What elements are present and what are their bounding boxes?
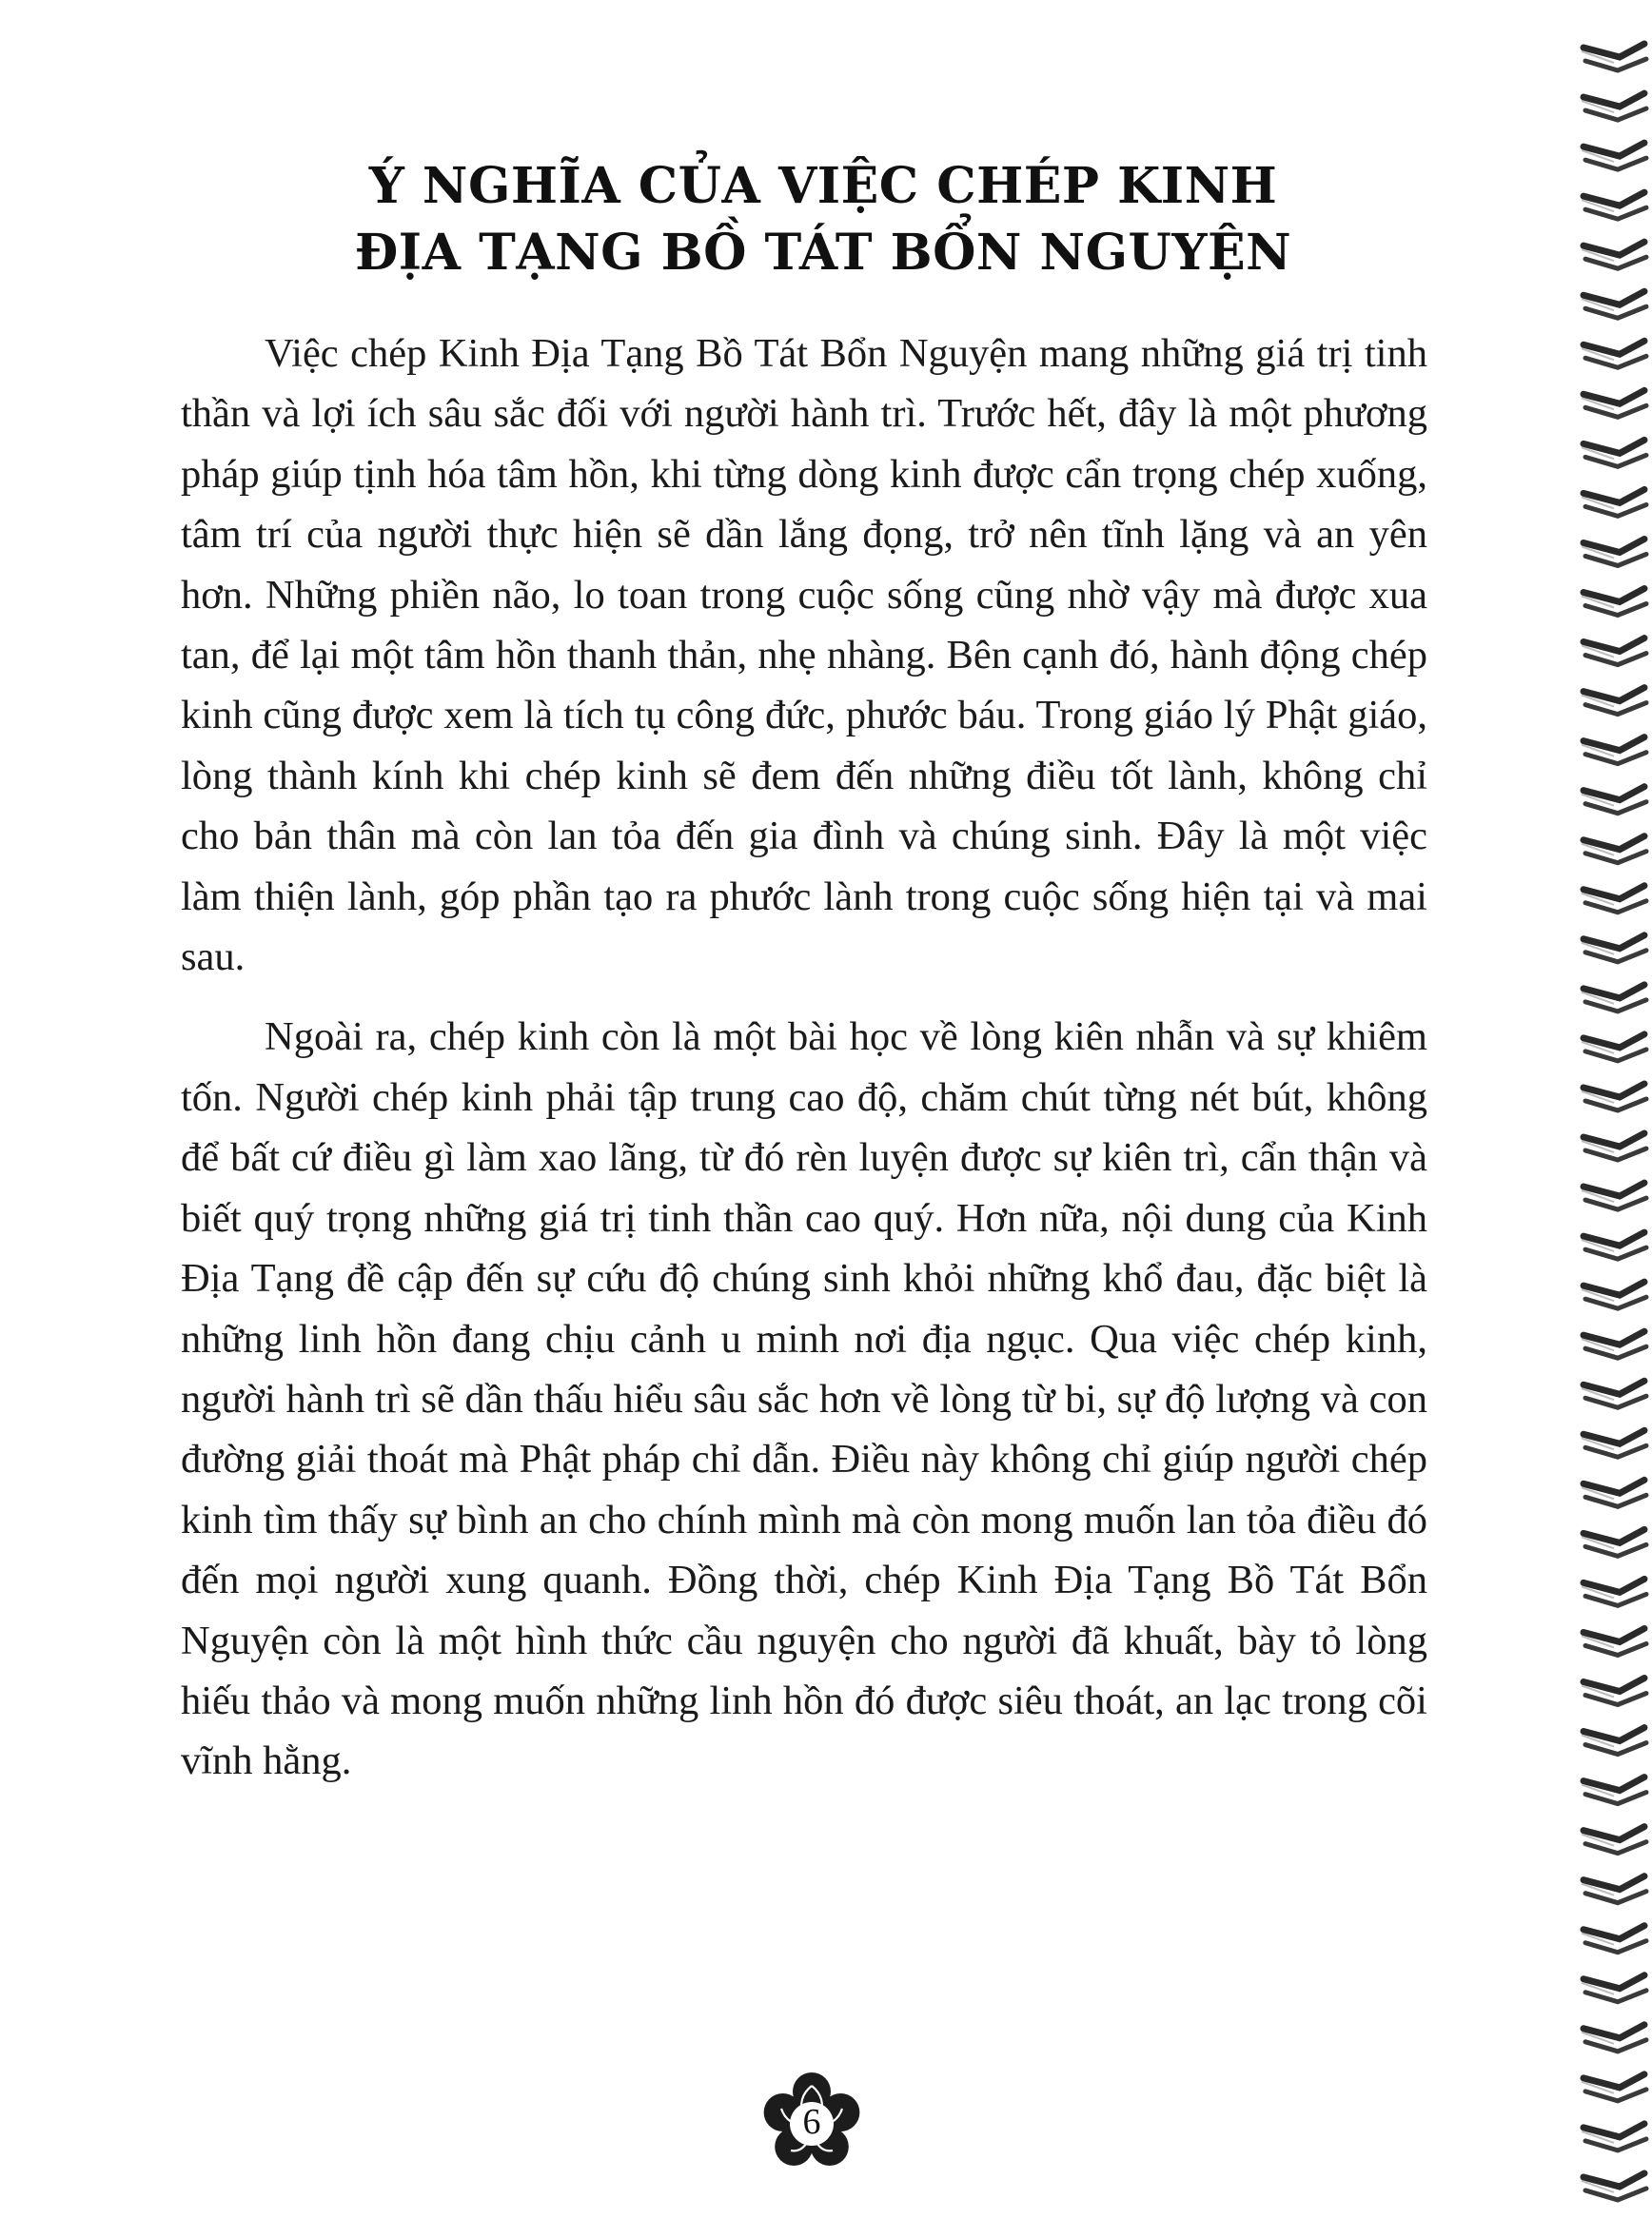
spiral-coil: [1582, 1381, 1646, 1407]
page-number-badge: [762, 2072, 861, 2171]
spiral-coil: [1582, 1084, 1646, 1110]
spiral-coil: [1582, 737, 1646, 764]
spiral-coil: [1582, 1876, 1646, 1903]
paragraph-2: Ngoài ra, chép kinh còn là một bài học về lòng kiên nhẫn và sự khiêm tốn. Người chép kinh phải tập trung cao độ, chăm chút từng nét bút, không để bất cứ điều gì làm xao lãng, từ đó rèn luyện được sự kiên trì, cẩn thận và biết quý trọng những giá trị tinh thần cao quý. Hơn nữa, nội dung của Kinh Địa Tạng đề cập đến sự cứu độ chúng sinh khỏi những khổ đau, đặc biệt là những linh hồn đang chịu cảnh u minh nơi địa ngục. Qua việc chép kinh, người hành trì sẽ dần thấu hiểu sâu sắc hơn về lòng từ bi, sự độ lượng và con đường giải thoát mà Phật pháp chỉ dẫn. Điều này không chỉ giúp người chép kinh tìm thấy sự bình an cho chính mình mà còn mong muốn lan tỏa điều đó đến mọi người xung quanh. Đồng thời, chép Kinh Địa Tạng Bồ Tát Bổn Nguyện còn là một hình thức cầu nguyện cho người đã khuất, bày tỏ lòng hiếu thảo và mong muốn những linh hồn đó được siêu thoát, an lạc trong cõi vĩnh hằng.: [181, 1014, 1427, 1784]
spiral-binding-icon: [1576, 29, 1652, 2208]
spiral-coil: [1582, 1628, 1646, 1655]
spiral-coil: [1582, 589, 1646, 616]
spiral-coil: [1582, 2124, 1646, 2150]
spiral-coil: [1582, 1777, 1646, 1804]
spiral-coil: [1582, 2025, 1646, 2052]
paragraph-1: Việc chép Kinh Địa Tạng Bồ Tát Bổn Nguyện mang những giá trị tinh thần và lợi ích sâu sắc đối với người hành trì. Trước hết, đây là một phương pháp giúp tịnh hóa tâm hồn, khi từng dòng kinh được cẩn trọng chép xuống, tâm trí của người thực hiện sẽ dần lắng đọng, trở nên tĩnh lặng và an yên hơn. Những phiền não, lo toan trong cuộc sống cũng nhờ vậy mà được xua tan, để lại một tâm hồn thanh thản, nhẹ nhàng. Bên cạnh đó, hành động chép kinh cũng được xem là tích tụ công đức, phước báu. Trong giáo lý Phật giáo, lòng thành kính khi chép kinh sẽ đem đến những điều tốt lành, không chỉ cho bản thân mà còn lan tỏa đến gia đình và chúng sinh. Đây là một việc làm thiện lành, góp phần tạo ra phước lành trong cuộc sống hiện tại và mai sau.: [181, 331, 1427, 980]
page-title-line-1: Ý NGHĨA CỦA VIỆC CHÉP KINH: [368, 157, 1278, 215]
spiral-coil: [1582, 1282, 1646, 1308]
spiral-coil: [1582, 1579, 1646, 1605]
spiral-coil: [1582, 638, 1646, 665]
spiral-coil: [1582, 44, 1646, 70]
spiral-coil: [1582, 1331, 1646, 1358]
spiral-coil: [1582, 539, 1646, 565]
page-number: 6: [802, 2102, 821, 2142]
spiral-coil: [1582, 192, 1646, 219]
page-title-line-2: ĐỊA TẠNG BỒ TÁT BỔN NGUYỆN: [354, 224, 1292, 282]
spiral-coil: [1582, 836, 1646, 863]
spiral-coil: [1582, 291, 1646, 318]
body-text: [181, 324, 1427, 1792]
spiral-coil: [1582, 93, 1646, 120]
spiral-coil: [1582, 1430, 1646, 1457]
spiral-coil: [1582, 1975, 1646, 2002]
spiral-coil: [1582, 1034, 1646, 1061]
spiral-coil: [1582, 242, 1646, 268]
spiral-coil: [1582, 1232, 1646, 1259]
spiral-coil: [1582, 787, 1646, 814]
spiral-coil: [1582, 1926, 1646, 1953]
spiral-coil: [1582, 1827, 1646, 1854]
spiral-coil: [1582, 1679, 1646, 1705]
spiral-coil: [1582, 489, 1646, 516]
spiral-coil: [1582, 440, 1646, 466]
spiral-coil: [1582, 985, 1646, 1011]
spiral-coil: [1582, 1529, 1646, 1556]
spiral-coil: [1582, 935, 1646, 962]
spiral-coil: [1582, 2074, 1646, 2101]
spiral-coil: [1582, 1728, 1646, 1755]
spiral-coil: [1582, 390, 1646, 417]
spiral-coil: [1582, 341, 1646, 367]
spiral-coil: [1582, 1183, 1646, 1209]
spiral-coil: [1582, 143, 1646, 169]
spiral-coil: [1582, 1133, 1646, 1160]
spiral-coil: [1582, 1480, 1646, 1506]
spiral-coil: [1582, 2173, 1646, 2200]
spiral-coil: [1582, 886, 1646, 913]
spiral-coil: [1582, 688, 1646, 715]
